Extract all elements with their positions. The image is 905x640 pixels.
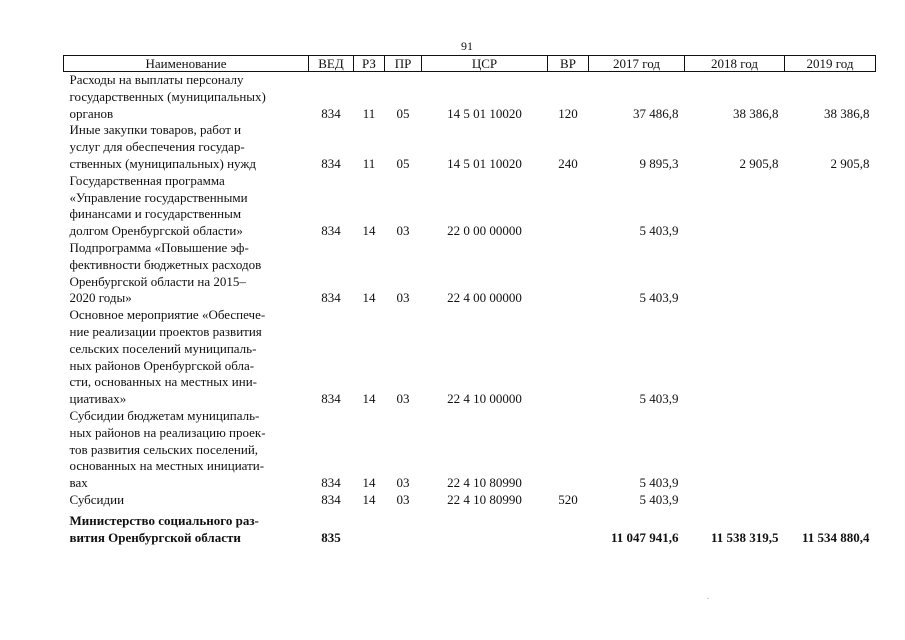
table-row (64, 307, 876, 408)
row-name: Субсидии бюджетам муниципаль- ных районов на реализацию проек- тов развития сельских поселений, основанных на местных инициати- вах (69, 407, 266, 491)
table-row (64, 492, 876, 509)
header-2019: 2019 год (785, 56, 876, 72)
row-pr (385, 509, 422, 547)
row-2019 (785, 492, 876, 509)
row-vr (548, 240, 589, 307)
row-2019 (785, 173, 876, 240)
row-pr: 03 (396, 290, 410, 306)
row-2019: 38 386,8 (824, 105, 870, 121)
header-vr: ВР (548, 56, 589, 72)
row-csr (422, 509, 548, 547)
row-pr: 03 (396, 491, 410, 507)
row-vr: 120 (558, 105, 578, 121)
row-vr (548, 173, 589, 240)
row-ved: 834 (321, 223, 341, 239)
header-2018: 2018 год (685, 56, 785, 72)
table-row (64, 72, 876, 123)
header-csr: ЦСР (422, 56, 548, 72)
row-name: Министерство социального раз- вития Оренбургской области (69, 512, 259, 545)
row-2018 (685, 240, 785, 307)
table-row (64, 173, 876, 240)
row-pr: 03 (396, 223, 410, 239)
row-ved: 834 (321, 105, 341, 121)
table-row (64, 408, 876, 492)
row-2017: 5 403,9 (639, 223, 679, 239)
scan-artifact (707, 598, 709, 599)
row-pr: 03 (396, 391, 410, 407)
row-name: Основное мероприятие «Обеспече- ние реализации проектов развития сельских поселений муниципаль- ных районов Оренбургской обла- сти, основанных на местных ини- циативах» (69, 307, 266, 407)
row-2018 (685, 408, 785, 492)
row-csr: 22 0 00 00000 (447, 223, 522, 239)
row-2018: 38 386,8 (733, 105, 779, 121)
row-2019: 11 534 880,4 (801, 529, 870, 545)
row-ved: 834 (321, 491, 341, 507)
row-2017: 5 403,9 (639, 491, 679, 507)
row-csr: 14 5 01 10020 (447, 155, 522, 171)
row-2019 (785, 307, 876, 408)
header-pr: ПР (385, 56, 422, 72)
row-rz: 14 (362, 491, 376, 507)
row-csr: 22 4 10 00000 (447, 391, 522, 407)
row-vr (548, 509, 589, 547)
row-2018: 2 905,8 (739, 155, 779, 171)
row-name: Расходы на выплаты персоналу государственных (муниципальных) органов (69, 72, 266, 121)
row-name: Иные закупки товаров, работ и услуг для обеспечения государ- ственных (муниципальных) нужд (69, 122, 256, 171)
header-name: Наименование (64, 56, 309, 72)
row-2018 (685, 307, 785, 408)
row-2019 (785, 240, 876, 307)
row-name: Субсидии (69, 491, 125, 507)
row-csr: 14 5 01 10020 (447, 105, 522, 121)
row-2017: 37 486,8 (633, 105, 679, 121)
table-header-row (64, 56, 876, 72)
table-row (64, 122, 876, 172)
row-name: Подпрограмма «Повышение эф- фективности бюджетных расходов Оренбургской области на 2015– 2020 годы» (69, 239, 262, 306)
row-2018: 11 538 319,5 (710, 529, 779, 545)
row-2017: 5 403,9 (639, 290, 679, 306)
row-vr (548, 307, 589, 408)
row-ved: 834 (321, 290, 341, 306)
row-name: Государственная программа «Управление государственными финансами и государственным долгом Оренбургской области» (69, 172, 248, 239)
header-2017: 2017 год (589, 56, 685, 72)
row-rz: 14 (362, 391, 376, 407)
row-vr (548, 408, 589, 492)
row-rz: 11 (362, 105, 376, 121)
row-rz: 14 (362, 223, 376, 239)
page-number: 91 (461, 39, 473, 53)
row-pr: 03 (396, 475, 410, 491)
row-2019 (785, 408, 876, 492)
row-csr: 22 4 10 80990 (447, 475, 522, 491)
row-ved: 834 (321, 475, 341, 491)
row-2017: 9 895,3 (639, 155, 679, 171)
row-rz: 14 (362, 290, 376, 306)
row-2018 (685, 173, 785, 240)
row-2018 (685, 492, 785, 509)
row-2017: 5 403,9 (639, 475, 679, 491)
row-rz (354, 509, 385, 547)
budget-table (63, 55, 876, 546)
row-pr: 05 (396, 105, 410, 121)
table-row-total (64, 509, 876, 547)
row-ved: 834 (321, 155, 341, 171)
row-ved: 834 (321, 391, 341, 407)
row-csr: 22 4 10 80990 (447, 491, 522, 507)
row-2019: 2 905,8 (830, 155, 870, 171)
row-2017: 11 047 941,6 (610, 529, 679, 545)
row-vr: 520 (558, 491, 578, 507)
row-rz: 14 (362, 475, 376, 491)
row-ved: 835 (321, 529, 341, 545)
header-ved: ВЕД (309, 56, 354, 72)
row-rz: 11 (362, 155, 376, 171)
row-2017: 5 403,9 (639, 391, 679, 407)
row-csr: 22 4 00 00000 (447, 290, 522, 306)
table-row (64, 240, 876, 307)
header-rz: РЗ (354, 56, 385, 72)
row-vr: 240 (558, 155, 578, 171)
row-pr: 05 (396, 155, 410, 171)
